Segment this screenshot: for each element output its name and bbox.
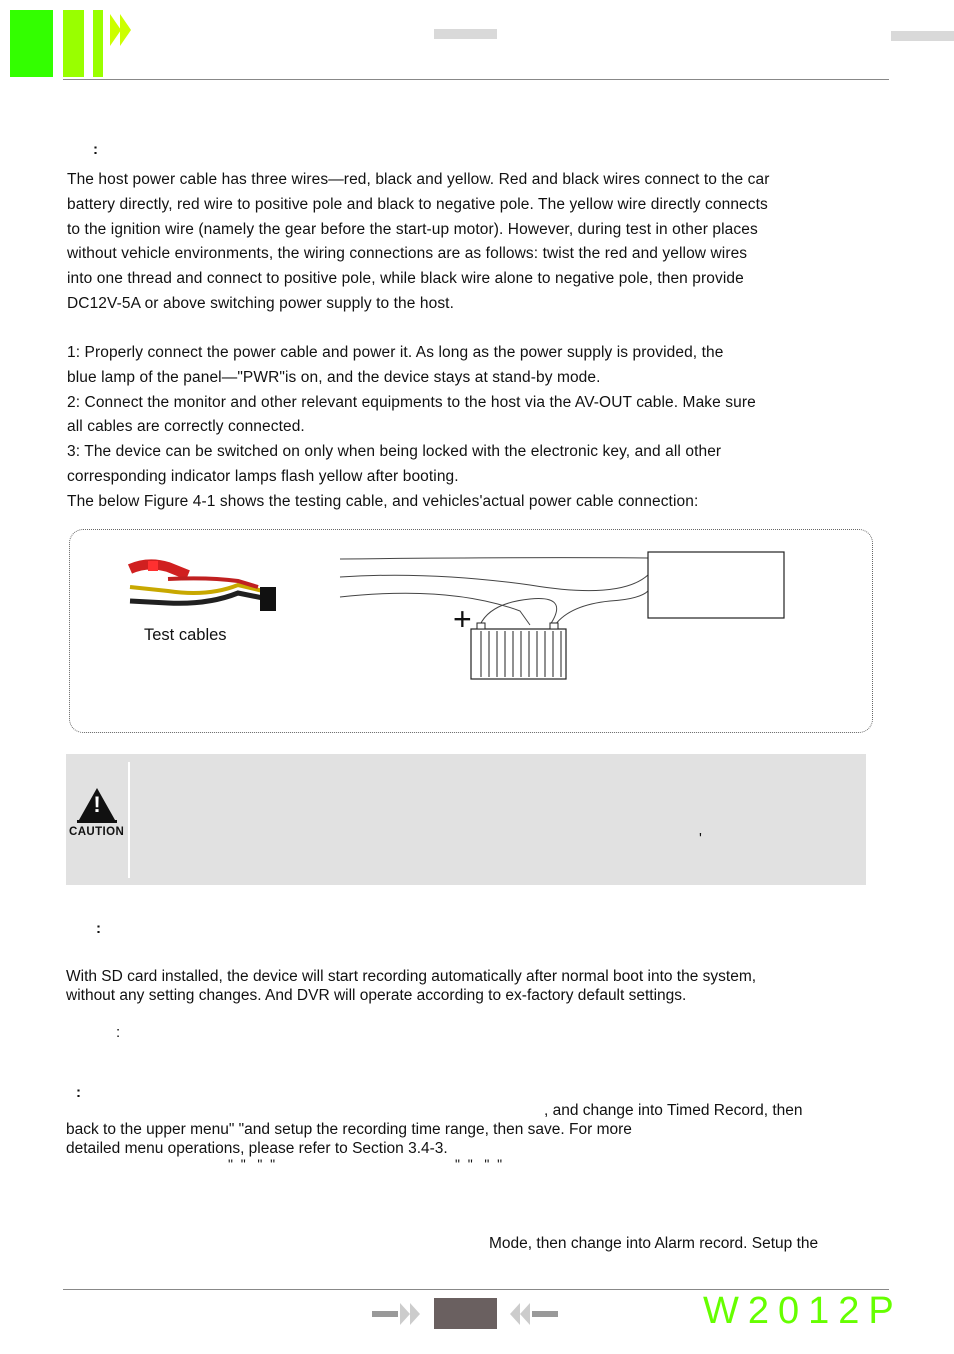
quote-marks-left: " " " " — [228, 1156, 276, 1172]
header-lime-bar — [63, 10, 84, 77]
header-lime-thin-bar — [93, 10, 103, 77]
header-grey-block-right — [891, 31, 954, 41]
test-cables-label: Test cables — [144, 626, 227, 644]
caution-apostrophe: ' — [699, 830, 702, 847]
caution-divider — [128, 762, 130, 878]
record-paragraph: With SD card installed, the device will start recording automatically after normal boot into the system, without any setting changes. And DVR will operate according to ex-factory default settings. — [66, 968, 757, 1004]
timed-line1: , and change into Timed Record, then — [544, 1102, 803, 1119]
record-heading-colon: : — [96, 920, 101, 937]
wiring-diagram — [330, 545, 800, 685]
power-paragraph: The host power cable has three wires—red, black and yellow. Red and black wires connect to the car battery directly, red wire to positive pole and black to negative pole. The yellow wire directly connects to the ignition wire (namely the gear before the start-up motor). However, during test in other places without vehicle environments, the wiring connections are as follows: twist the red and yellow wires into one thread and connect to positive pole, while black wire alone to negative pole, then provide DC12V-5A or above switching power supply to the host. — [67, 171, 770, 312]
header-grey-block-center — [434, 29, 497, 39]
footer-next-arrow-icon — [372, 1301, 424, 1327]
quote-marks-right: " " " " — [455, 1156, 503, 1172]
battery-plus-sign: + — [453, 601, 472, 637]
footer-prev-arrow-icon — [508, 1301, 560, 1327]
footer-page-box — [434, 1298, 497, 1329]
alarm-line: Mode, then change into Alarm record. Setup the — [489, 1235, 819, 1252]
footer-model-name: W2012P — [703, 1290, 903, 1332]
power-steps: 1: Properly connect the power cable and power it. As long as the power supply is provided, the blue lamp of the panel—"PWR"is on, and the device stays at stand-by mode. 2: Connect the monitor and other relevant equipments to the host via the AV-OUT cable. Make sure all cables are correctly connected. 3: The device can be switched on only when being locked with the electronic key, and all other corresponding indicator lamps flash yellow after booting. The below Figure 4-1 shows the testing cable, and vehicles'actual power cable connection: — [67, 344, 756, 510]
header-rule — [63, 79, 889, 80]
header-green-bar — [10, 10, 53, 77]
warning-exclamation: ! — [93, 792, 101, 817]
caution-label: CAUTION — [69, 826, 125, 838]
timed-line2: back to the upper menu" "and setup the recording time range, then save. For more detailed menu operations, please refer to Section 3.4-3. — [66, 1121, 632, 1157]
timed-heading-colon: : — [76, 1084, 81, 1101]
test-cable-photo — [128, 557, 280, 617]
caution-box — [66, 754, 866, 885]
sub-heading-colon: : — [116, 1024, 121, 1041]
power-heading-colon: : — [93, 141, 98, 158]
header-arrows-icon — [108, 12, 134, 48]
